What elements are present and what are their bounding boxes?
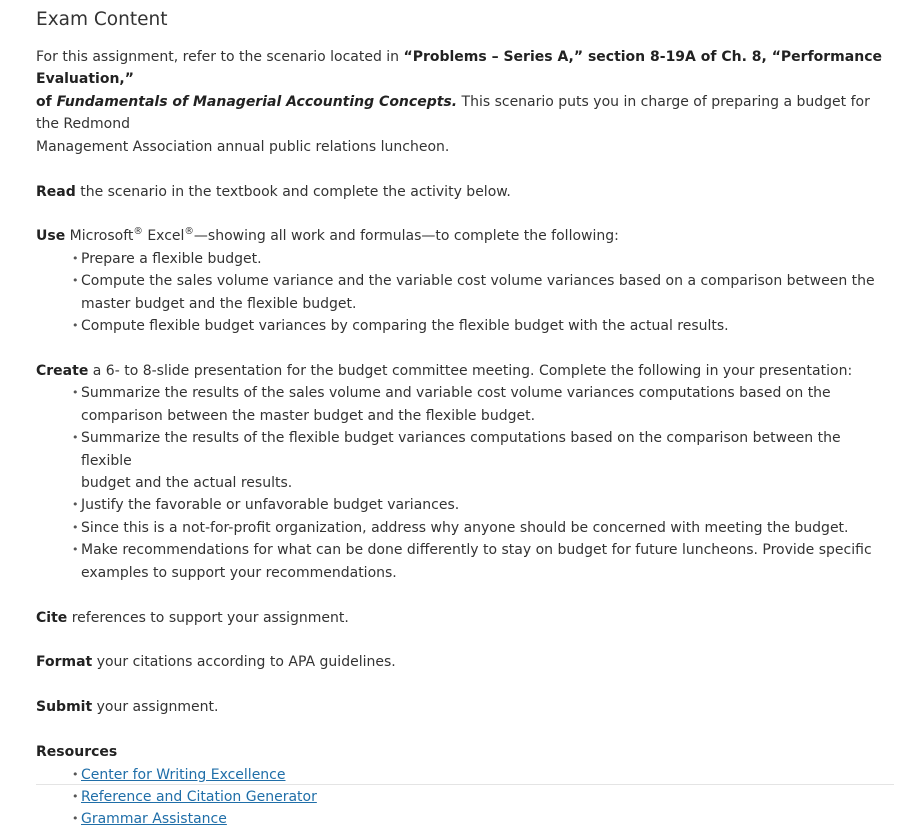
bullet-icon: • bbox=[72, 520, 79, 534]
list-item-text: Summarize the results of the flexible budget variances computations based on the comparison between the flexible bbox=[81, 430, 841, 469]
resources-heading bbox=[36, 741, 886, 763]
grammar-assistance-link[interactable]: Grammar Assistance bbox=[81, 811, 227, 828]
create-text: a 6- to 8-slide presentation for the budget committee meeting. Complete the following in your presentation: bbox=[88, 362, 853, 379]
list-item bbox=[72, 248, 886, 270]
bullet-icon: • bbox=[72, 274, 79, 288]
use-text: —showing all work and formulas—to complete the following: bbox=[193, 228, 619, 245]
bullet-icon: • bbox=[72, 790, 79, 804]
assignment-body bbox=[36, 46, 886, 831]
bullet-icon: • bbox=[72, 251, 79, 265]
submit-instruction bbox=[36, 696, 886, 718]
list-item-text: master budget and the flexible budget. bbox=[81, 295, 357, 312]
page-title: Exam Content bbox=[36, 9, 168, 30]
intro-text: For this assignment, refer to the scenario located in bbox=[36, 49, 404, 65]
use-list bbox=[36, 248, 886, 338]
reference-citation-generator-link[interactable]: Reference and Citation Generator bbox=[81, 789, 317, 806]
bullet-icon: • bbox=[72, 431, 79, 445]
list-item bbox=[72, 315, 886, 337]
list-item bbox=[72, 494, 886, 516]
intro-of: of bbox=[36, 93, 57, 110]
bullet-icon: • bbox=[72, 812, 79, 826]
registered-mark: ® bbox=[184, 226, 194, 238]
list-item-text: Justify the favorable or unfavorable budget variances. bbox=[81, 497, 460, 514]
bullet-icon: • bbox=[72, 543, 79, 557]
cite-label: Cite bbox=[36, 609, 68, 626]
cite-text: references to support your assignment. bbox=[67, 609, 349, 626]
list-item bbox=[72, 382, 886, 427]
bullet-icon: • bbox=[72, 319, 79, 333]
format-label: Format bbox=[36, 654, 93, 671]
list-item-text: Compute the sales volume variance and the variable cost volume variances based on a comparison between the bbox=[81, 273, 875, 290]
registered-mark: ® bbox=[133, 226, 143, 238]
submit-text: your assignment. bbox=[92, 699, 219, 716]
create-list bbox=[36, 382, 886, 584]
format-instruction bbox=[36, 651, 886, 673]
resource-item bbox=[72, 808, 886, 830]
book-title: Fundamentals of Managerial Accounting Concepts. bbox=[56, 93, 458, 110]
list-item bbox=[72, 270, 886, 315]
use-instruction bbox=[36, 225, 886, 247]
bullet-icon: • bbox=[72, 498, 79, 512]
create-instruction bbox=[36, 360, 886, 382]
create-label: Create bbox=[36, 362, 89, 379]
read-text: the scenario in the textbook and complete the activity below. bbox=[75, 183, 511, 200]
bullet-icon: • bbox=[72, 386, 79, 400]
resource-item bbox=[72, 764, 886, 786]
resources-list bbox=[36, 764, 886, 831]
read-instruction bbox=[36, 181, 886, 203]
list-item-text: Prepare a flexible budget. bbox=[81, 250, 262, 267]
list-item-text: Since this is a not-for-profit organization, address why anyone should be concerned with meeting the budget. bbox=[81, 519, 849, 536]
use-label: Use bbox=[36, 228, 66, 245]
list-item-text: budget and the actual results. bbox=[81, 475, 293, 491]
submit-label: Submit bbox=[36, 699, 93, 716]
center-for-writing-excellence-link[interactable]: Center for Writing Excellence bbox=[81, 766, 286, 783]
bullet-icon: • bbox=[72, 767, 79, 781]
cite-instruction bbox=[36, 607, 886, 629]
intro-text-2: This scenario puts you in charge of preparing a budget for the Redmond bbox=[36, 93, 870, 133]
resource-item bbox=[72, 786, 886, 808]
list-item bbox=[72, 539, 886, 584]
intro-book-reference bbox=[36, 94, 457, 110]
list-item-text: comparison between the master budget and the flexible budget. bbox=[81, 407, 536, 424]
read-label: Read bbox=[36, 183, 76, 200]
use-microsoft: Microsoft bbox=[65, 228, 134, 245]
bottom-divider bbox=[36, 784, 894, 785]
intro-text-3: Management Association annual public relations luncheon. bbox=[36, 138, 450, 155]
list-item-text: Make recommendations for what can be done differently to stay on budget for future luncheons. Provide specific bbox=[81, 542, 872, 559]
intro-paragraph bbox=[36, 46, 886, 158]
use-excel: Excel bbox=[142, 228, 185, 245]
resources-heading-text: Resources bbox=[36, 744, 118, 761]
list-item-text: examples to support your recommendations. bbox=[81, 564, 397, 581]
list-item bbox=[72, 427, 886, 494]
intro-reference-bold: “Problems – Series A,” section 8-19A of Ch. 8, “Performance Evaluation,” bbox=[36, 49, 882, 88]
list-item-text: Compute flexible budget variances by comparing the flexible budget with the actual results. bbox=[81, 318, 729, 335]
format-text: your citations according to APA guidelines. bbox=[92, 654, 396, 671]
list-item bbox=[72, 517, 886, 539]
list-item-text: Summarize the results of the sales volume and variable cost volume variances computations based on the bbox=[81, 385, 831, 402]
